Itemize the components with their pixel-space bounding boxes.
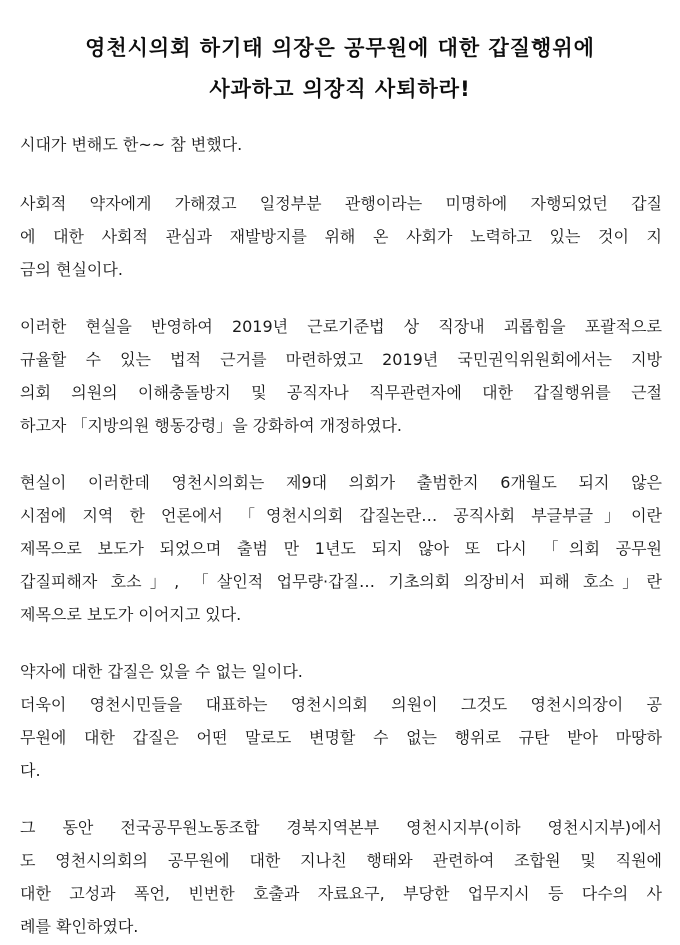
paragraph-1-line-1: 시대가 변해도 한~~ 참 변했다.: [20, 135, 243, 154]
paragraph-5-line-1: 약자에 대한 갑질은 있을 수 없는 일이다.: [20, 662, 303, 681]
paragraph-4-line-2: 시점에 지역 한 언론에서 「영천시의회 갑질논란… 공직사회 부글부글」이란: [20, 506, 662, 525]
paragraph-5-line-2: 더욱이 영천시민들을 대표하는 영천시의회 의원이 그것도 영천시의장이 공: [20, 695, 662, 714]
paragraph-4-line-5: 제목으로 보도가 이어지고 있다.: [20, 605, 242, 624]
paragraph-5-line-3: 무원에 대한 갑질은 어떤 말로도 변명할 수 없는 행위로 규탄 받아 마땅하: [20, 728, 662, 747]
paragraph-6-line-2: 도 영천시의회의 공무원에 대한 지나친 행태와 관련하여 조합원 및 직원에: [20, 851, 662, 870]
paragraph-6-line-1: 그 동안 전국공무원노동조합 경북지역본부 영천시지부(이하 영천시지부)에서: [20, 818, 662, 837]
document-title-line-1: 영천시의회 하기태 의장은 공무원에 대한 갑질행위에: [85, 36, 595, 60]
paragraph-6-line-3: 대한 고성과 폭언, 빈번한 호출과 자료요구, 부당한 업무지시 등 다수의 사: [20, 884, 662, 903]
paragraph-3-line-4: 하고자 「지방의원 행동강령」을 강화하여 개정하였다.: [20, 416, 403, 435]
paragraph-2-line-2: 에 대한 사회적 관심과 재발방지를 위해 온 사회가 노력하고 있는 것이 지: [20, 227, 662, 246]
paragraph-5-line-4: 다.: [20, 761, 41, 780]
paragraph-3-line-1: 이러한 현실을 반영하여 2019년 근로기준법 상 직장내 괴롭힘을 포괄적으로: [20, 317, 662, 336]
paragraph-2-line-3: 금의 현실이다.: [20, 260, 123, 279]
paragraph-4-line-3: 제목으로 보도가 되었으며 출범 만 1년도 되지 않아 또 다시 「의회 공무원: [20, 539, 662, 558]
paragraph-4-line-1: 현실이 이러한데 영천시의회는 제9대 의회가 출범한지 6개월도 되지 않은: [20, 473, 662, 492]
paragraph-3-line-2: 규율할 수 있는 법적 근거를 마련하였고 2019년 국민권익위원회에서는 지방: [20, 350, 662, 369]
paragraph-3-line-3: 의회 의원의 이해충돌방지 및 공직자나 직무관련자에 대한 갑질행위를 근절: [20, 383, 662, 402]
document-title-line-2: 사과하고 의장직 사퇴하라!: [209, 77, 471, 101]
paragraph-2-line-1: 사회적 약자에게 가해졌고 일정부분 관행이라는 미명하에 자행되었던 갑질: [20, 194, 662, 213]
paragraph-6-line-4: 례를 확인하였다.: [20, 917, 139, 936]
paragraph-4-line-4: 갑질피해자 호소」, 「살인적 업무량·갑질… 기초의회 의장비서 피해 호소」란: [20, 572, 662, 591]
